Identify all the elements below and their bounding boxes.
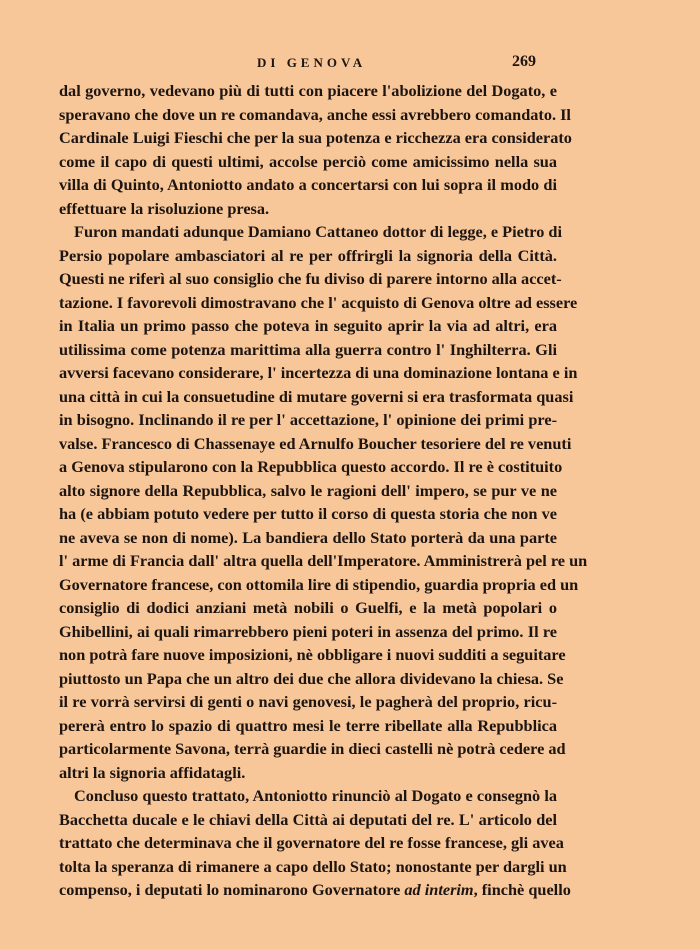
- text-line: alto signore della Repubblica, salvo le ragioni dell' impero, se pur ve ne: [59, 480, 557, 500]
- paragraph: [59, 784, 571, 902]
- text-line: Bacchetta ducale e le chiavi della Città ai deputati del re. L' articolo del: [59, 809, 557, 829]
- text-line: tazione. I favorevoli dimostravano che l' acquisto di Genova oltre ad essere: [59, 292, 578, 312]
- text-line: una città in cui la consuetudine di mutare governi si era trasformata quasi: [59, 386, 574, 406]
- text-line: il re vorrà servirsi di genti o navi genovesi, le pagherà del proprio, ricu-: [59, 692, 557, 711]
- text-line: dal governo, vedevano più di tutti con piacere l'abolizione del Dogato, e: [59, 81, 557, 100]
- text-line: Concluso questo trattato, Antoniotto rinunciò al Dogato e consegnò la: [74, 786, 557, 805]
- text-line: trattato che determinava che il governatore del re fosse francese, gli avea: [59, 833, 564, 852]
- text-line: Ghibellini, ai quali rimarrebbero pieni poteri in assenza del primo. Il re: [59, 621, 557, 641]
- text-line: ne aveva se non di nome). La bandiera dello Stato porterà da una parte: [59, 527, 557, 547]
- text-line: a Genova stipularono con la Repubblica questo accordo. Il re è costituito: [59, 457, 563, 476]
- text-line: Cardinale Luigi Fieschi che per la sua potenza e ricchezza era considerato: [59, 128, 572, 147]
- text-fragment: , finchè quello: [473, 880, 571, 899]
- text-line: Persio popolare ambasciatori al re per offrirgli la signoria della Città.: [59, 245, 557, 265]
- text-line: altri la signoria affidatagli.: [59, 762, 246, 782]
- text-line: ha (e abbiam potuto vedere per tutto il corso di questa storia che non ve: [59, 504, 557, 523]
- text-line: speravano che dove un re comandava, anche essi avrebbero comandato. Il: [59, 104, 571, 124]
- page-number: 269: [512, 53, 536, 70]
- page-header: [0, 53, 700, 75]
- text-line: valse. Francesco di Chassenaye ed Arnulfo Boucher tesoriere del re venuti: [59, 433, 572, 453]
- text-line: come il capo di questi ultimi, accolse perciò come amicissimo nella sua: [59, 151, 557, 171]
- text-fragment: compenso, i deputati lo nominarono Governatore: [59, 880, 405, 899]
- body-text: [59, 79, 588, 902]
- text-line: in Italia un primo passo che poteva in seguito aprir la via ad altri, era: [59, 316, 557, 335]
- text-line: in bisogno. Inclinando il re per l' accettazione, l' opinione dei primi pre-: [59, 410, 557, 429]
- text-line: Furon mandati adunque Damiano Cattaneo dottor di legge, e Pietro di: [74, 222, 563, 241]
- text-line: non potrà fare nuove imposizioni, nè obbligare i nuovi sudditi a seguitare: [59, 645, 566, 664]
- text-line: particolarmente Savona, terrà guardie in dieci castelli nè potrà cedere ad: [59, 739, 566, 758]
- text-line: piuttosto un Papa che un altro dei due che allora dividevano la chiesa. Se: [59, 668, 564, 688]
- text-line: consiglio di dodici anziani metà nobili o Guelfi, e la metà popolari o: [59, 598, 557, 617]
- text-line: avversi facevano considerare, l' incertezza di una dominazione lontana e in: [59, 363, 578, 382]
- text-line: villa di Quinto, Antoniotto andato a concertarsi con lui sopra il modo di: [59, 175, 557, 194]
- text-line: [59, 878, 571, 902]
- text-line: Governatore francese, con ottomila lire di stipendio, guardia propria ed un: [59, 574, 579, 594]
- running-title: DI GENOVA: [257, 55, 367, 70]
- text-line: pererà entro lo spazio di quattro mesi le terre ribellate alla Repubblica: [59, 715, 557, 735]
- paragraph: [59, 220, 588, 784]
- text-line: tolta la speranza di rimanere a capo dello Stato; nonostante per dargli un: [59, 856, 567, 876]
- paragraph: [59, 79, 572, 220]
- text-line: Questi ne riferì al suo consiglio che fu diviso di parere intorno alla accet-: [59, 269, 562, 288]
- italic-phrase: ad interim: [404, 880, 474, 899]
- text-line: l' arme di Francia dall' altra quella dell'Imperatore. Amministrerà pel re un: [59, 551, 588, 570]
- text-line: utilissima come potenza marittima alla guerra contro l' Inghilterra. Gli: [59, 339, 557, 359]
- text-line: effettuare la risoluzione presa.: [59, 198, 270, 218]
